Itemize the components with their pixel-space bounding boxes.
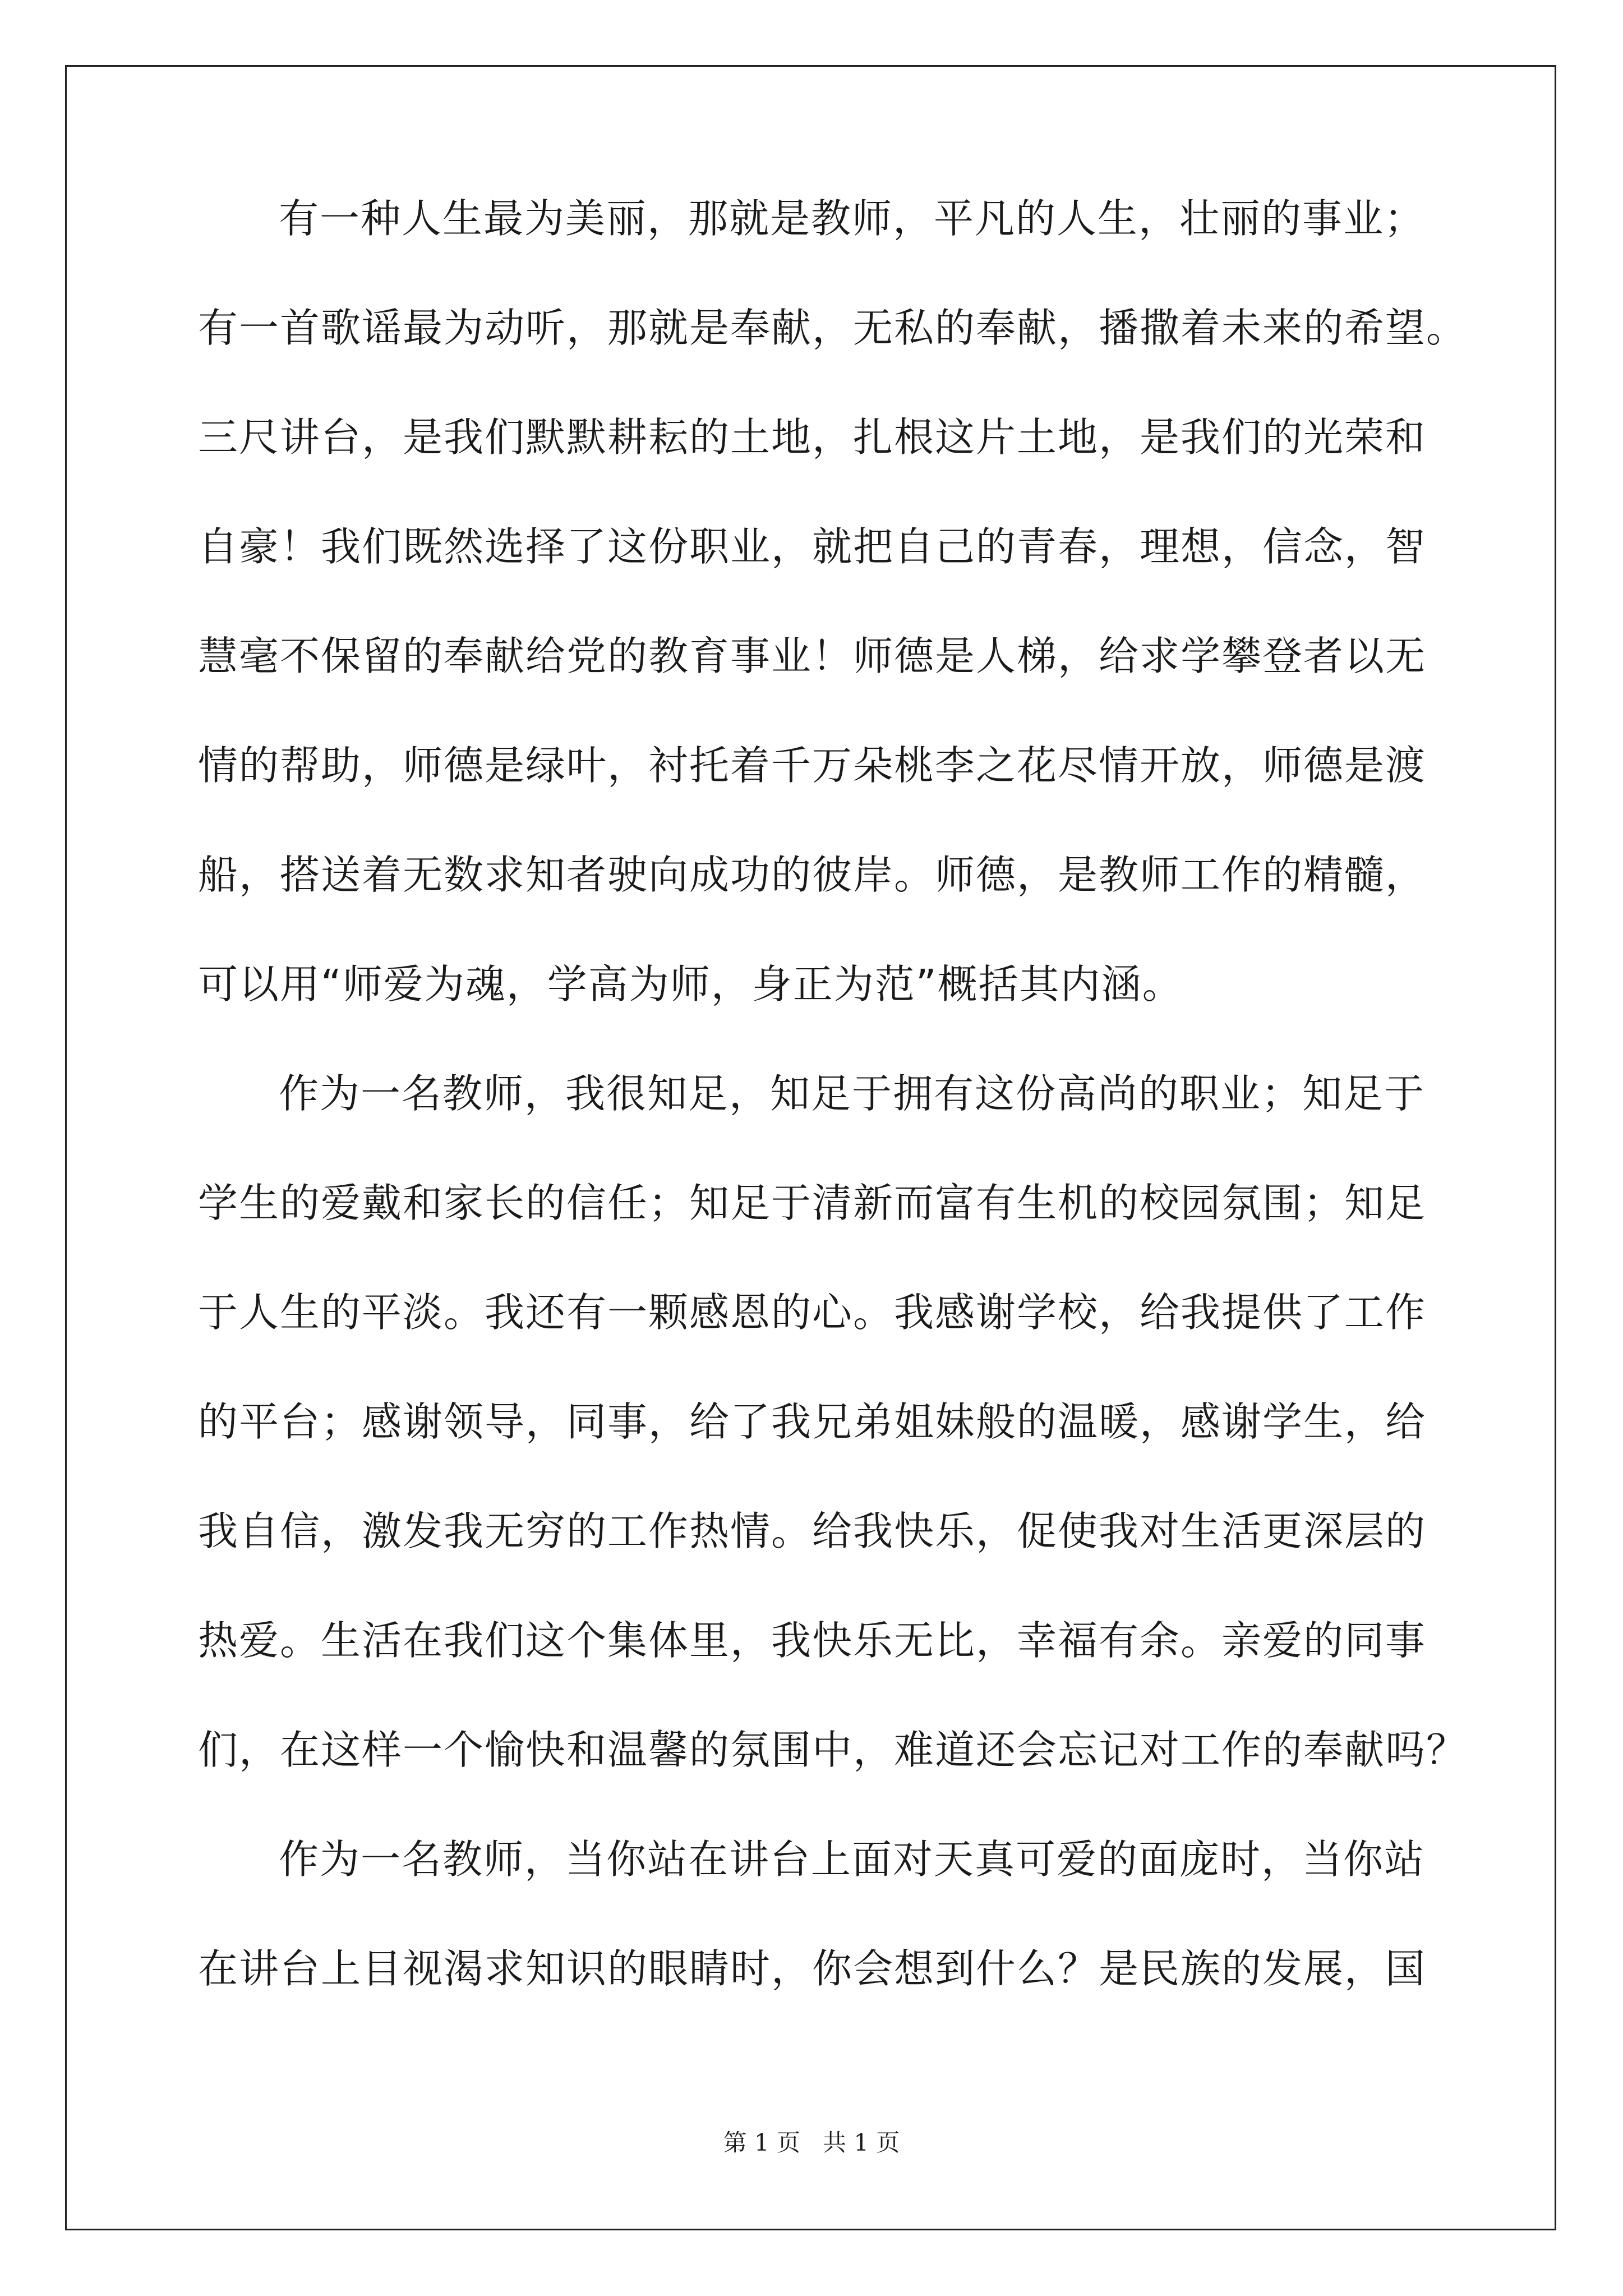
paragraph-2-line-2: 学生的爱戴和家长的信任；知足于清新而富有生机的校园氛围；知足 bbox=[198, 1180, 1427, 1226]
paragraph-3-line-1: 作为一名教师，当你站在讲台上面对天真可爱的面庞时，当你站 bbox=[279, 1836, 1426, 1883]
paragraph-1-line-6: 情的帮助，师德是绿叶，衬托着千万朵桃李之花尽情开放，师德是渡 bbox=[198, 742, 1427, 789]
paragraph-1-line-7: 船，搭送着无数求知者驶向成功的彼岸。师德，是教师工作的精髓， bbox=[198, 852, 1427, 898]
page-total: 共 1 页 bbox=[823, 2129, 900, 2156]
paragraph-2-line-3: 于人生的平淡。我还有一颗感恩的心。我感谢学校，给我提供了工作 bbox=[198, 1289, 1427, 1336]
page-number: 第 1 页 bbox=[723, 2129, 800, 2156]
paragraph-1-line-4: 自豪！我们既然选择了这份职业，就把自己的青春，理想，信念，智 bbox=[198, 523, 1427, 570]
paragraph-1-line-3: 三尺讲台，是我们默默耕耘的土地，扎根这片土地，是我们的光荣和 bbox=[198, 414, 1427, 461]
paragraph-3-line-2: 在讲台上目视渴求知识的眼睛时，你会想到什么？是民族的发展，国 bbox=[198, 1945, 1427, 1992]
paragraph-2-line-6: 热爱。生活在我们这个集体里，我快乐无比，幸福有余。亲爱的同事 bbox=[198, 1617, 1427, 1664]
paragraph-1-line-5: 慧毫不保留的奉献给党的教育事业！师德是人梯，给求学攀登者以无 bbox=[198, 633, 1427, 679]
paragraph-2-line-7: 们，在这样一个愉快和温馨的氛围中，难道还会忘记对工作的奉献吗？ bbox=[198, 1727, 1468, 1773]
page-border bbox=[65, 65, 1556, 2230]
paragraph-2-line-4: 的平台；感谢领导，同事，给了我兄弟姐妹般的温暖，感谢学生，给 bbox=[198, 1398, 1427, 1445]
page-footer bbox=[0, 2126, 1623, 2160]
paragraph-1-line-8: 可以用“师爱为魂，学高为师，身正为范”概括其内涵。 bbox=[198, 961, 1183, 1007]
paragraph-1-line-2: 有一首歌谣最为动听，那就是奉献，无私的奉献，播撒着未来的希望。 bbox=[198, 305, 1468, 351]
paragraph-2-line-1: 作为一名教师，我很知足，知足于拥有这份高尚的职业；知足于 bbox=[279, 1070, 1426, 1117]
paragraph-1-line-1: 有一种人生最为美丽，那就是教师，平凡的人生，壮丽的事业； bbox=[279, 195, 1426, 242]
paragraph-2-line-5: 我自信，激发我无穷的工作热情。给我快乐，促使我对生活更深层的 bbox=[198, 1508, 1427, 1554]
